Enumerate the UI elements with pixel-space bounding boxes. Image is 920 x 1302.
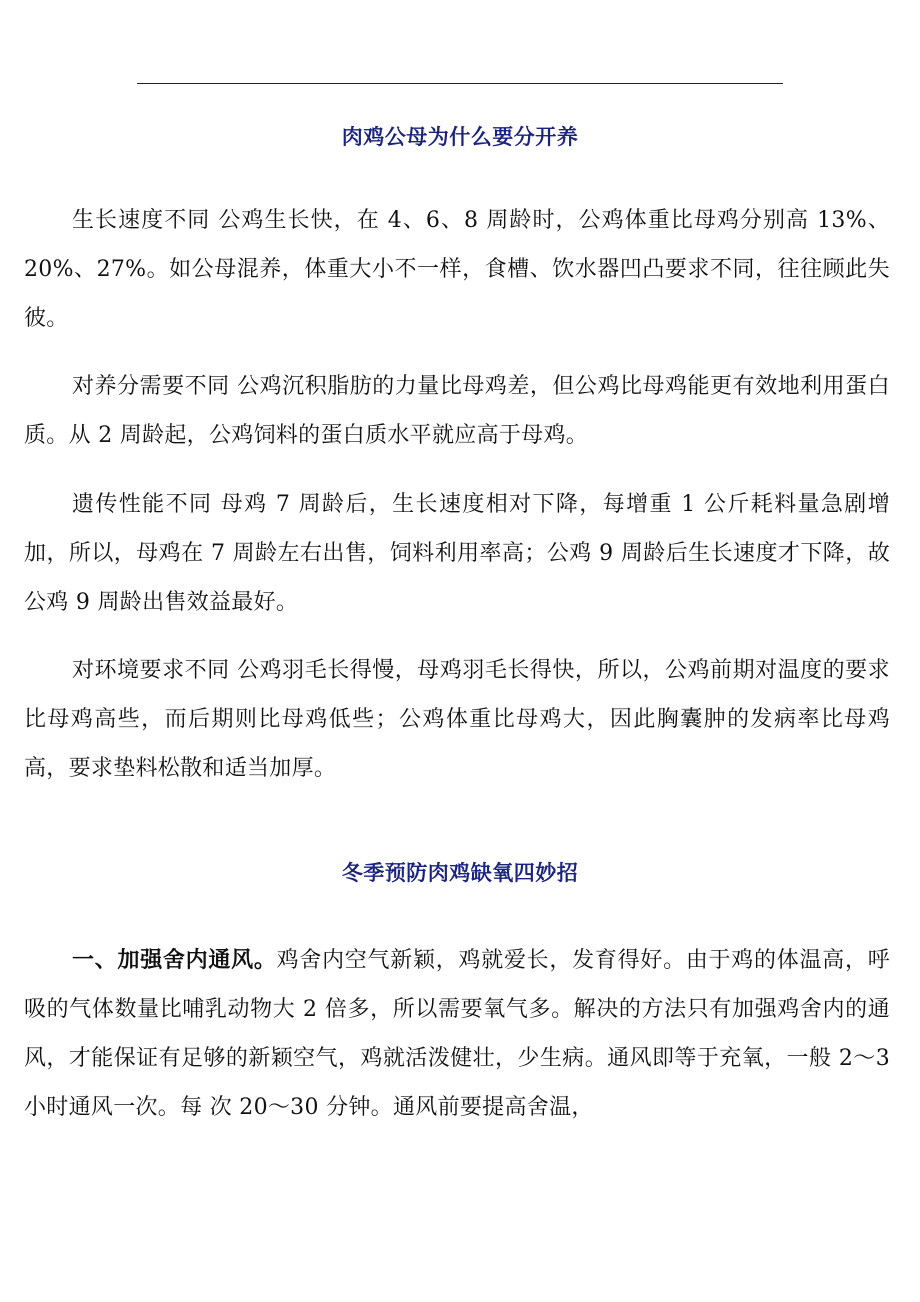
paragraph-body: 鸡舍内空气新颖，鸡就爱长，发育得好。由于鸡的体温高，呼吸的气体数量比哺乳动物大 2 倍多，所以需要氧气多。解决的方法只有加强鸡舍内的通风，才能保证有足够的新颖空气，鸡就活泼健壮，少生病。通风即等于充氧，一般 2～3 小时通风一次。每 次 20～30 分钟。通风前要提高舍温， [24, 948, 890, 1120]
paragraph-environment: 对环境要求不同 公鸡羽毛长得慢，母鸡羽毛长得快，所以，公鸡前期对温度的要求比母鸡高些，而后期则比母鸡低些；公鸡体重比母鸡大，因此胸囊肿的发病率比母鸡高，要求垫料松散和适当加厚。 [24, 658, 890, 781]
section-title: 肉鸡公母为什么要分开养 [341, 125, 579, 149]
section-title: 冬季预防肉鸡缺氧四妙招 [341, 861, 579, 885]
paragraph-nutrient-needs: 对养分需要不同 公鸡沉积脂肪的力量比母鸡差，但公鸡比母鸡能更有效地利用蛋白质。从 2 周龄起，公鸡饲料的蛋白质水平就应高于母鸡。 [24, 374, 890, 448]
paragraph-genetics: 遗传性能不同 母鸡 7 周龄后，生长速度相对下降，每增重 1 公斤耗料量急剧增加，所以，母鸡在 7 周龄左右出售，饲料利用率高；公鸡 9 周龄后生长速度才下降，故公鸡 9 周龄出售效益最好。 [24, 492, 890, 615]
paragraph-ventilation [24, 936, 890, 1132]
paragraph-lead: 一、加强舍内通风。 [72, 948, 277, 973]
header-rule [137, 83, 783, 84]
paragraph-growth-speed: 生长速度不同 公鸡生长快，在 4、6、8 周龄时，公鸡体重比母鸡分别高 13%、20%、27%。如公母混养，体重大小不一样，食槽、饮水器凹凸要求不同，往往顾此失彼。 [24, 208, 890, 331]
